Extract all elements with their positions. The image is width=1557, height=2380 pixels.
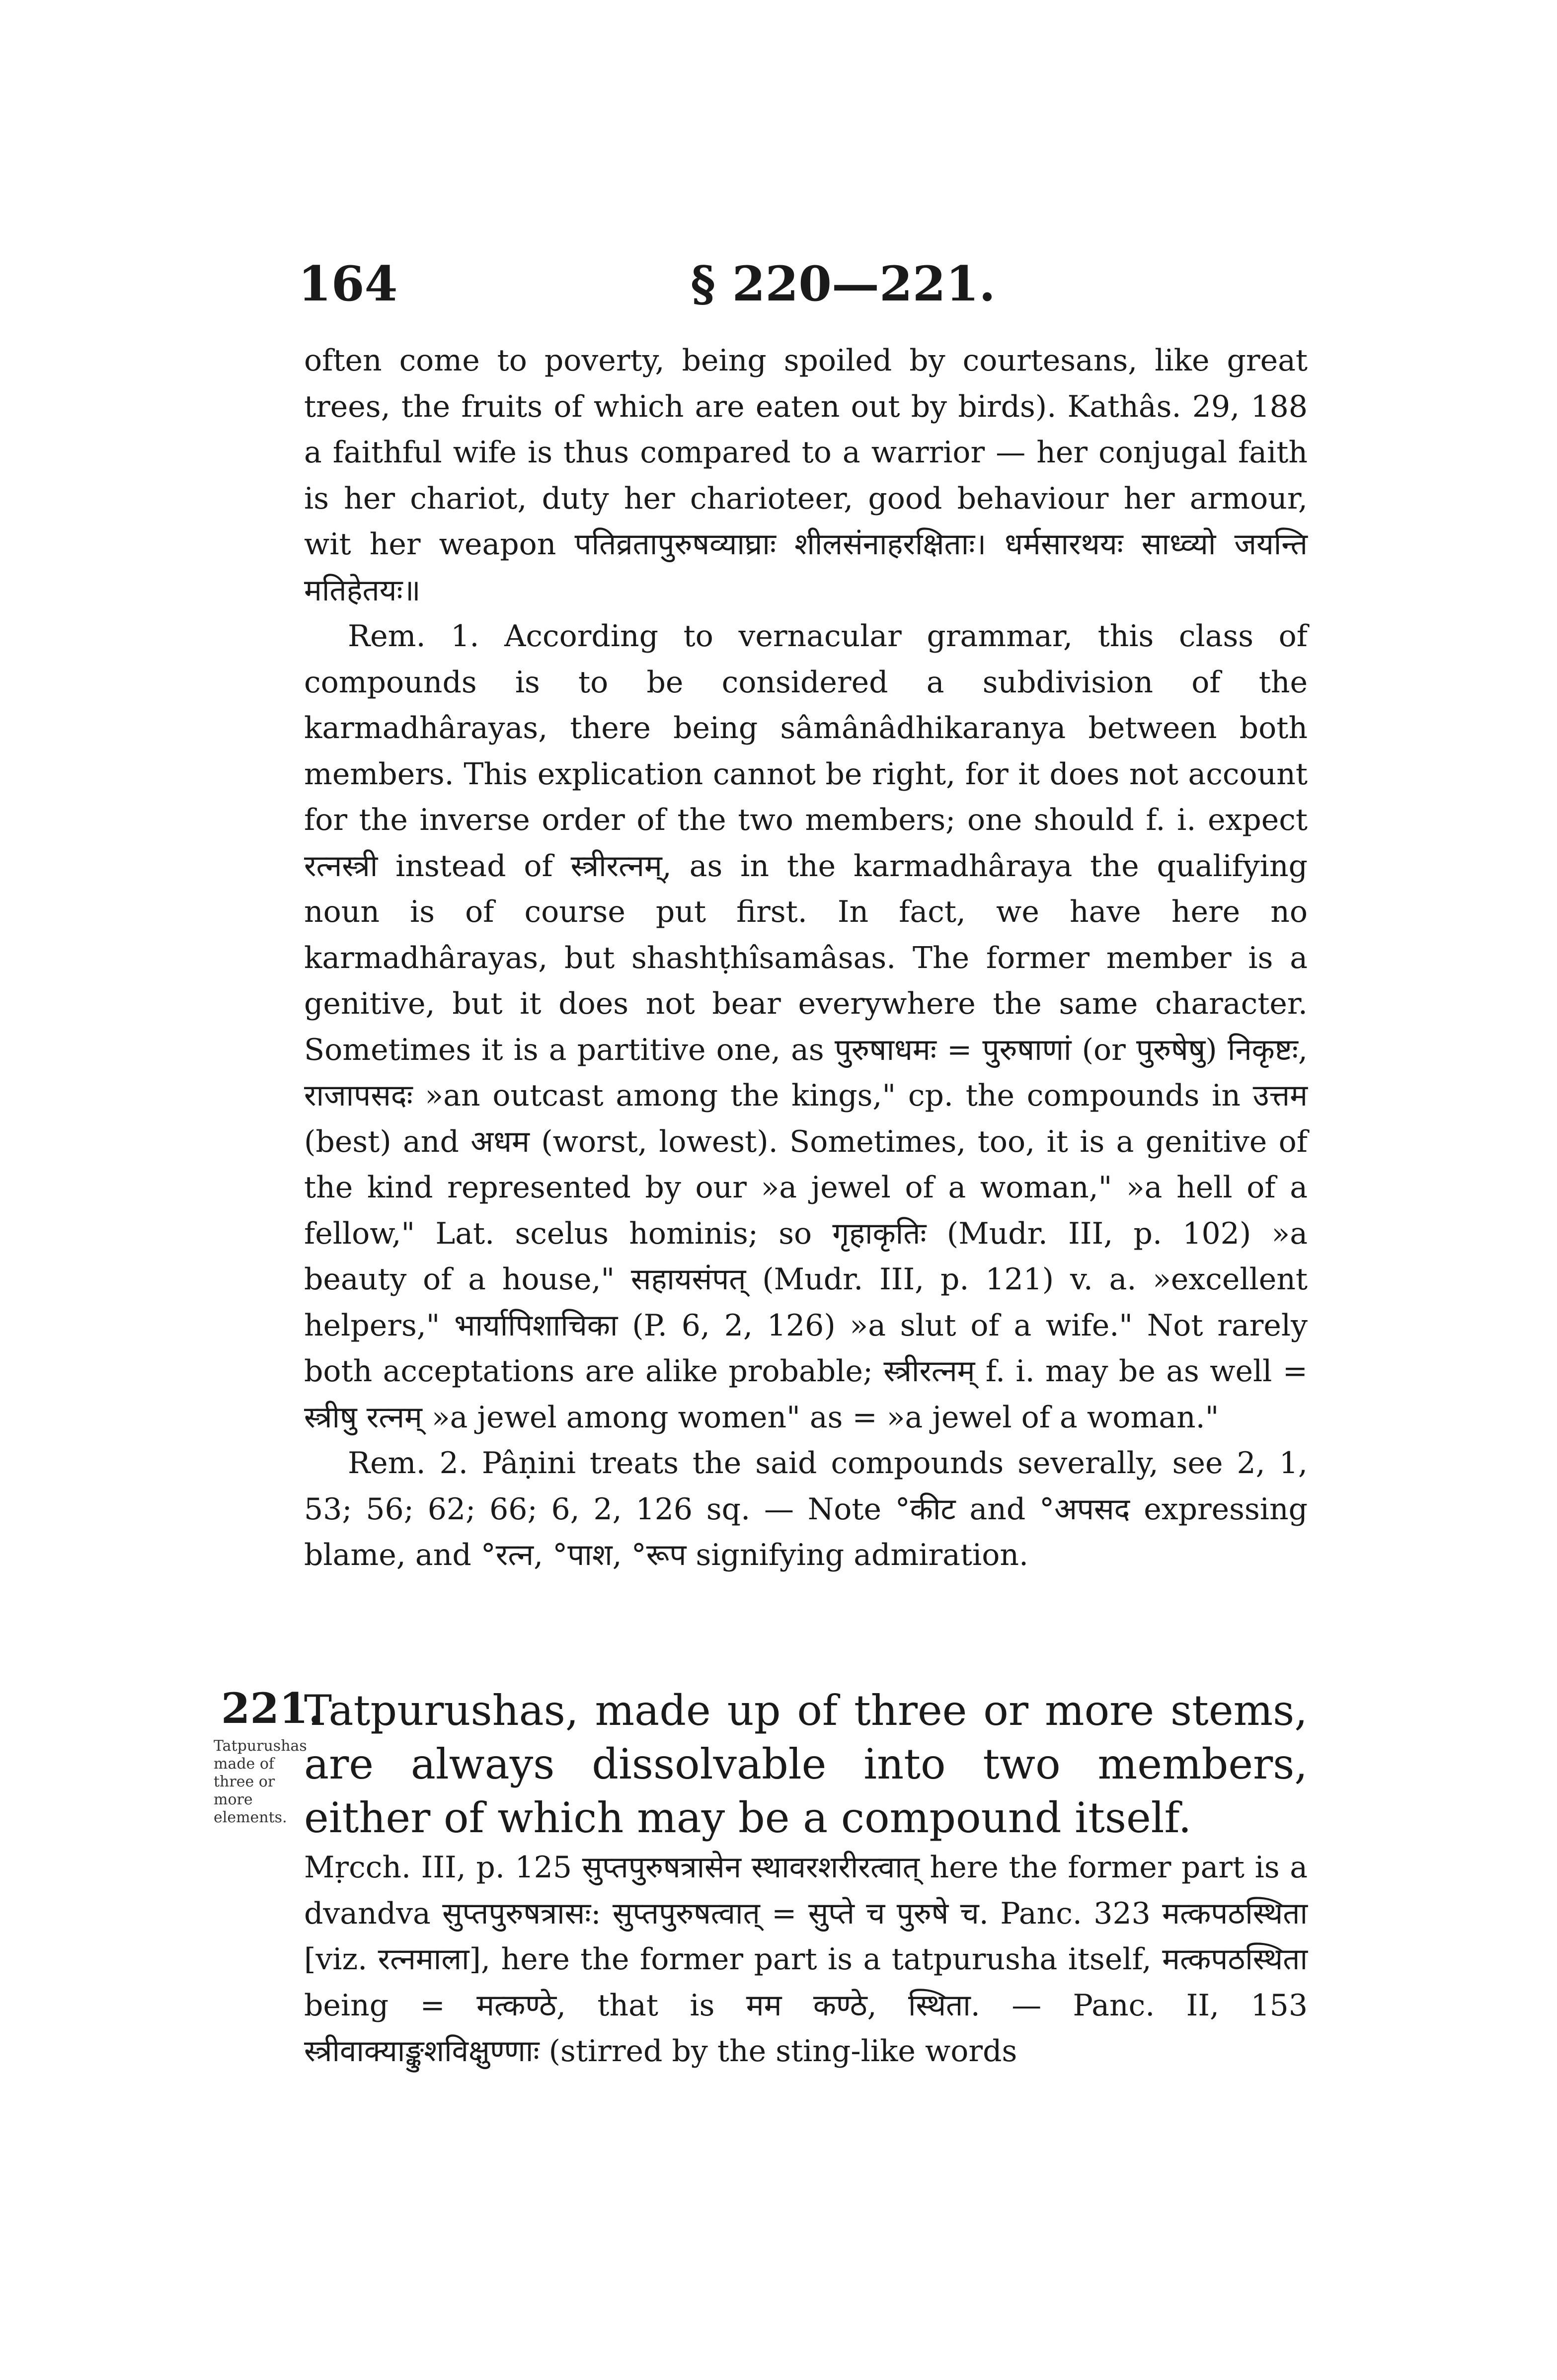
section-lead: Tatpurushas, made up of three or more stems, are always dissolvable into two members, either of which may be a compound itself. bbox=[304, 1686, 1308, 1842]
remark-1: Rem. 1. According to vernacular grammar, this class of compounds is to be considered a subdivision of the karmadhârayas, there being sâmânâdhikaranya between both members. This explication cannot be right, for it does not account for the inverse order of the two members; one should f. i. expect रत्नस्त्री instead of स्त्रीरत्नम्, as in the karmadhâraya the qualifying noun is of course put first. In fact, we have here no karmadhârayas, but shashṭhîsamâsas. The former member is a genitive, but it does not bear everywhere the same character. Sometimes it is a partitive one, as पुरुषाधमः = पुरुषाणां (or पुरुषेषु) निकृष्टः, राजापसदः »an outcast among the kings," cp. the compounds in उत्तम (best) and अधम (worst, lowest). Sometimes, too, it is a genitive of the kind represented by our »a jewel of a woman," »a hell of a fellow," Lat. scelus hominis; so गृहाकृतिः (Mudr. III, p. 102) »a beauty of a house," सहायसंपत् (Mudr. III, p. 121) v. a. »excellent helpers," भार्यापिशाचिका (P. 6, 2, 126) »a slut of a wife." Not rarely both acceptations are alike probable; स्त्रीरत्नम् f. i. may be as well = स्त्रीषु रत्नम् »a jewel among women" as = »a jewel of a woman." bbox=[304, 619, 1308, 1435]
section-220-text bbox=[304, 338, 1308, 1578]
section-number: 221. bbox=[221, 1684, 323, 1733]
margin-note: Tatpurushas made of three or more elements. bbox=[214, 1737, 307, 1826]
paragraph-continuation: often come to poverty, being spoiled by courtesans, like great trees, the fruits of which are eaten out by birds). Kathâs. 29, 188 a faithful wife is thus compared to a warrior — her conjugal faith is her chariot, duty her charioteer, good behaviour her armour, wit her weapon पतिव्रतापुरुषव्याघ्राः शीलसंनाहरक्षिताः। धर्मसारथयः साध्व्यो जयन्ति मतिहेतयः॥ bbox=[304, 343, 1308, 608]
section-range: § 220—221. bbox=[691, 256, 996, 312]
page-header bbox=[0, 256, 1557, 315]
section-body: Mṛcch. III, p. 125 सुप्तपुरुषत्रासेन स्थावरशरीरत्वात् here the former part is a dvandva सुप्तपुरुषत्रासः: सुप्तपुरुषत्वात् = सुप्ते च पुरुषे च. Panc. 323 मत्कपठस्थिता [viz. रत्नमाला], here the former part is a tatpurusha itself, मत्कपठस्थिता being = मत्कण्ठे, that is मम कण्ठे, स्थिता. — Panc. II, 153 स्त्रीवाक्याङ्कुशविक्षुण्णाः (stirred by the sting-like words bbox=[304, 1850, 1308, 2069]
page-number: 164 bbox=[298, 256, 398, 312]
remark-2: Rem. 2. Pâṇini treats the said compounds severally, see 2, 1, 53; 56; 62; 66; 6, 2, 126 sq. — Note °कीट and °अपसद expressing blame, and °रत्न, °पाश, °रूप signifying admiration. bbox=[304, 1446, 1308, 1572]
